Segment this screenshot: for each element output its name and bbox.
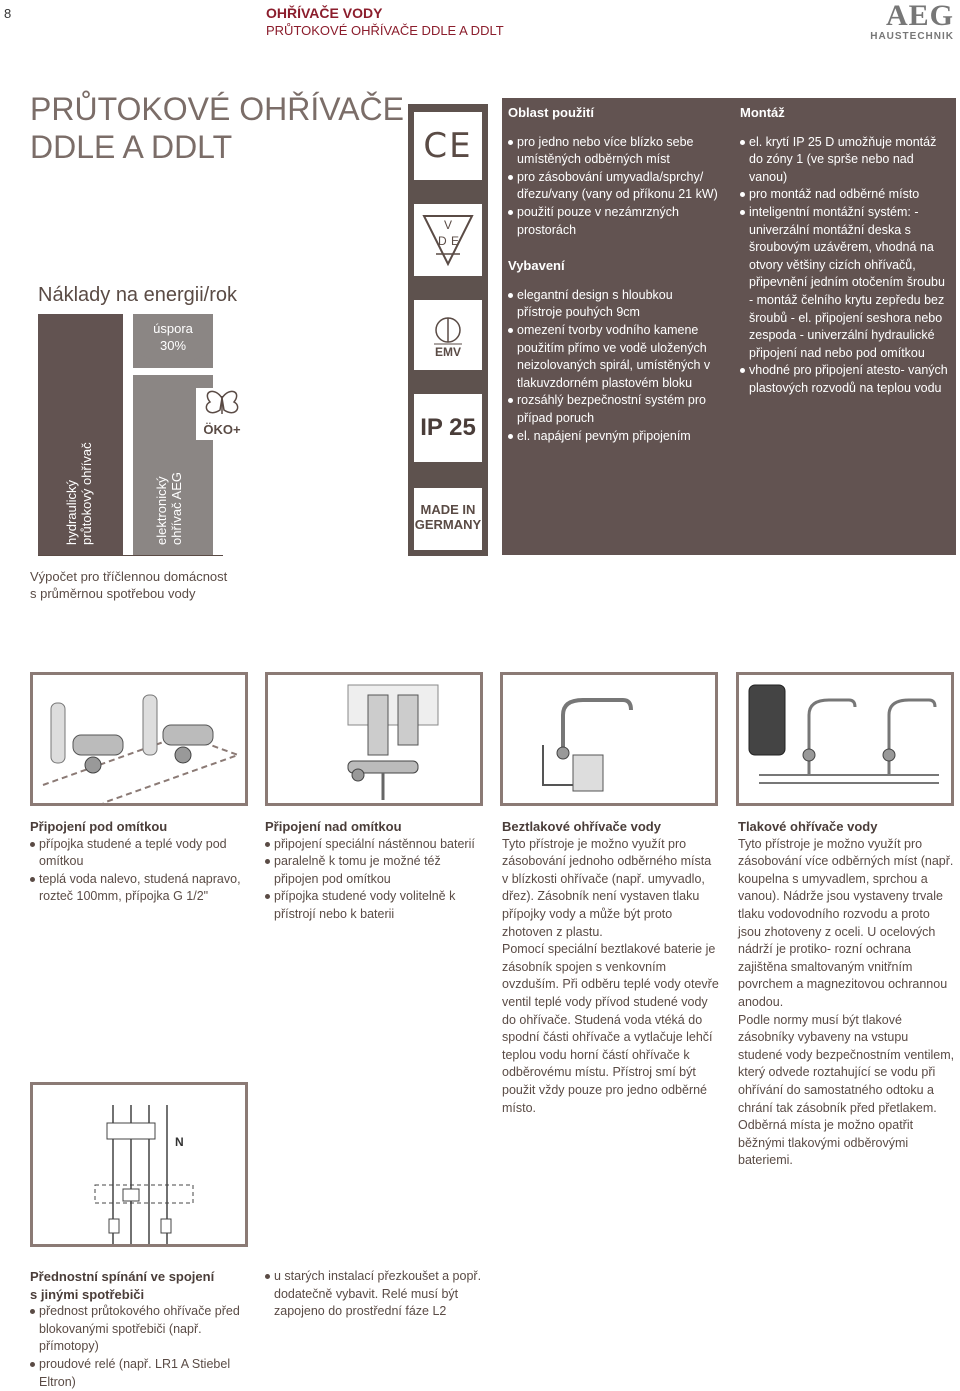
under-plaster-item: teplá voda nalevo, studená napravo, rozteč 100mm, přípojka G 1/2" — [30, 871, 248, 906]
column-pressure — [738, 818, 956, 1170]
bar-electronic-label — [154, 440, 184, 545]
usage-item: pro zásobování umyvadla/sprchy/ dřezu/vany (vany od příkonu 21 kW) — [508, 169, 720, 204]
ce-badge — [414, 112, 482, 180]
header-category: OHŘÍVAČE VODY — [266, 5, 383, 21]
priority-list — [30, 1303, 248, 1391]
info-box — [502, 98, 956, 555]
chart-title: Náklady na energii/rok — [38, 284, 237, 306]
equipment-title: Vybavení — [508, 258, 565, 274]
equipment-list — [508, 287, 720, 445]
saving-value: 30% — [159, 338, 187, 353]
bar1-label-line2: průtokový ohřívač — [79, 442, 94, 545]
unvented-heater-illustration — [503, 675, 715, 803]
illustration-unvented — [500, 672, 718, 806]
logo-main: AEG — [885, 0, 954, 32]
over-plaster-item: přípojka studené vody volitelně k přístrojí nebo k baterii — [265, 888, 483, 923]
mount-item: pro montáž nad odběrné místo — [740, 186, 950, 204]
over-plaster-item: paralelně k tomu je možné též připojen pod omítkou — [265, 853, 483, 888]
vde-e: E — [451, 234, 460, 248]
priority-title-line2: s jinými spotřebiči — [30, 1286, 145, 1302]
emv-badge — [414, 300, 482, 370]
usage-list — [508, 134, 720, 240]
column-unvented — [502, 818, 720, 1117]
page-number: 8 — [4, 6, 12, 21]
calc-note-line2: s průměrnou spotřebou vody — [30, 586, 196, 601]
eco-badge — [196, 388, 248, 440]
mount-item: inteligentní montážní systém: - univerzální montážní deska s šroubovým uzávěrem, vhodná na otvory většiny cizích ohřívačů, připevnění jedním otočením šroubu - montáž čelního krytu zepředu bez šroubů - el. připojení seshora nebo zespoda - univerzální hydraulické připojení nad nebo pod omítkou — [740, 204, 950, 362]
over-plaster-list — [265, 836, 483, 924]
old-installations-item: u starých instalací přezkoušet a popř. dodatečně vybavit. Relé musí být zapojeno do prostřední fáze L2 — [265, 1268, 483, 1321]
bar1-label-line1: hydraulický — [64, 479, 79, 545]
priority-item: přednost průtokového ohřívače před blokovanými spotřebiči (např. přímotopy) — [30, 1303, 248, 1356]
over-plaster-item: připojení speciální nástěnnou baterií — [265, 836, 483, 854]
logo-sub: HAUSTECHNIK — [870, 31, 954, 42]
usage-item: použití pouze v nezámrzných prostorách — [508, 204, 720, 239]
vde-v: V — [443, 218, 452, 232]
emv-symbol-icon — [414, 300, 482, 370]
aeg-logo — [870, 0, 954, 42]
illustration-under-plaster — [30, 672, 248, 806]
butterfly-icon — [196, 388, 248, 422]
old-installations-list — [265, 1268, 483, 1321]
wiring-diagram — [30, 1082, 248, 1247]
vde-triangle-icon — [414, 204, 482, 276]
unvented-title: Beztlakové ohřívače vody — [502, 819, 661, 834]
priority-title — [30, 1268, 248, 1303]
mount-title: Montáž — [740, 105, 785, 120]
usage-item: pro jedno nebo více blízko sebe umístěných odběrných míst — [508, 134, 720, 169]
equipment-item: omezení tvorby vodního kamene použitím přímo ve vodě uložených neizolovaných spirál, umístěných v tlakuvzdorném plastovém bloku — [508, 322, 720, 392]
equipment-item: el. napájení pevným připojením — [508, 428, 720, 446]
mount-item: el. krytí IP 25 D umožňuje montáž do zóny 1 (ve sprše nebo nad vanou) — [740, 134, 950, 187]
wiring-schematic — [33, 1085, 245, 1244]
vde-d: D — [438, 234, 447, 248]
info-right-column — [740, 104, 950, 398]
illustration-vented — [736, 672, 954, 806]
priority-title-line1: Přednostní spínání ve spojení — [30, 1269, 215, 1284]
bar2-label-line1: elektronický — [154, 476, 169, 545]
column-over-plaster — [265, 818, 483, 924]
pressure-paragraph: Odběrná místa je možno opatřit běžnými tlakovými odběrovými bateriemi. — [738, 1118, 914, 1168]
over-plaster-title: Připojení nad omítkou — [265, 819, 402, 834]
priority-item: proudové relé (např. LR1 A Stiebel Eltron) — [30, 1356, 248, 1391]
under-plaster-item: přípojka studené a teplé vody pod omítkou — [30, 836, 248, 871]
mount-item: vhodné pro připojení atesto- vaných plastových rozvodů na teplou vodu — [740, 362, 950, 397]
column-old-installations — [265, 1268, 483, 1321]
pressure-heater-illustration — [739, 675, 951, 803]
eco-label: ÖKO+ — [203, 422, 241, 437]
illustration-over-plaster — [265, 672, 483, 806]
unvented-paragraph: Pomocí speciální beztlakové baterie je zásobník spojen s venkovním ovzduším. Při odběru teplé vody otevře ventil teplé vody přívod studené vody do ohřívače. Studená voda vtéká do spodní části ohřívače a vytlačuje lehčí teplou vodu horní částí ohřívače k odběrovému místu. Přístroj smí být použit vždy pouze pro jedno odběrné místo. — [502, 942, 719, 1115]
saving-arrow-icon — [133, 352, 213, 368]
wall-mixer-illustration — [268, 675, 480, 803]
usage-title: Oblast použití — [508, 105, 594, 120]
neutral-label: N — [175, 1135, 184, 1149]
column-under-plaster — [30, 818, 248, 906]
bar2-label-line2: ohřívač AEG — [169, 472, 184, 545]
calc-note-line1: Výpočet pro tříčlennou domácnost — [30, 569, 228, 584]
pipe-connection-illustration — [33, 675, 245, 803]
under-plaster-title: Připojení pod omítkou — [30, 819, 168, 834]
calc-note — [30, 568, 227, 602]
pressure-title: Tlakové ohřívače vody — [738, 819, 878, 834]
column-priority-switching — [30, 1268, 248, 1391]
pressure-paragraph: Tyto přístroje je možno využít pro zásobování více odběrných míst (např. koupelna s umyvadlem, sprchou a vanou). Nádrže jsou vystaveny trvale tlaku vodovodního rozvodu a proto jsou zhotoveny z oceli. U ocelových nádrží je protiko- rozní ochrana zajištěna smaltovaným vnitřním povrchem a magnezitovou ochrannou anodou. — [738, 836, 954, 1009]
unvented-paragraph: Tyto přístroje je možno využít pro zásobování jednoho odběrného místa v blízkosti ohřívače (např. umyvadlo, dřez). Zásobník není vystaven tlaku přípojky vody a může být proto zhotoven z plastu. — [502, 836, 712, 939]
saving-label: úspora — [153, 321, 193, 336]
ip25-badge — [414, 394, 482, 462]
chart-baseline — [38, 555, 223, 556]
info-left-column — [508, 104, 720, 445]
equipment-item: elegantní design s hloubkou přístroje pouhých 9cm — [508, 287, 720, 322]
ce-mark: CE — [423, 126, 473, 166]
made-in-line2: GERMANY — [414, 517, 482, 532]
header-subcategory: PRŮTOKOVÉ OHŘÍVAČE DDLE A DDLT — [266, 23, 504, 38]
emv-label: EMV — [434, 345, 461, 359]
page-title-line2: DDLE A DDLT — [30, 129, 233, 165]
made-in-germany-badge — [414, 488, 482, 550]
ip25-label: IP 25 — [420, 414, 476, 441]
vde-badge — [414, 204, 482, 276]
page-title — [30, 90, 404, 166]
bar-hydraulic-label — [64, 420, 94, 545]
made-in-line1: MADE IN — [420, 502, 476, 517]
under-plaster-list — [30, 836, 248, 906]
mount-list — [740, 134, 950, 398]
page-title-line1: PRŮTOKOVÉ OHŘÍVAČE — [30, 91, 404, 127]
equipment-item: rozsáhlý bezpečnostní systém pro případ poruch — [508, 392, 720, 427]
pressure-paragraph: Podle normy musí být tlakové zásobníky vybaveny na vstupu studené vody bezpečnostním ventilem, který odvede roztahující se vodu při ohřívání do samostatného odtoku a chrání tak zásobník před přetlakem. — [738, 1012, 955, 1115]
